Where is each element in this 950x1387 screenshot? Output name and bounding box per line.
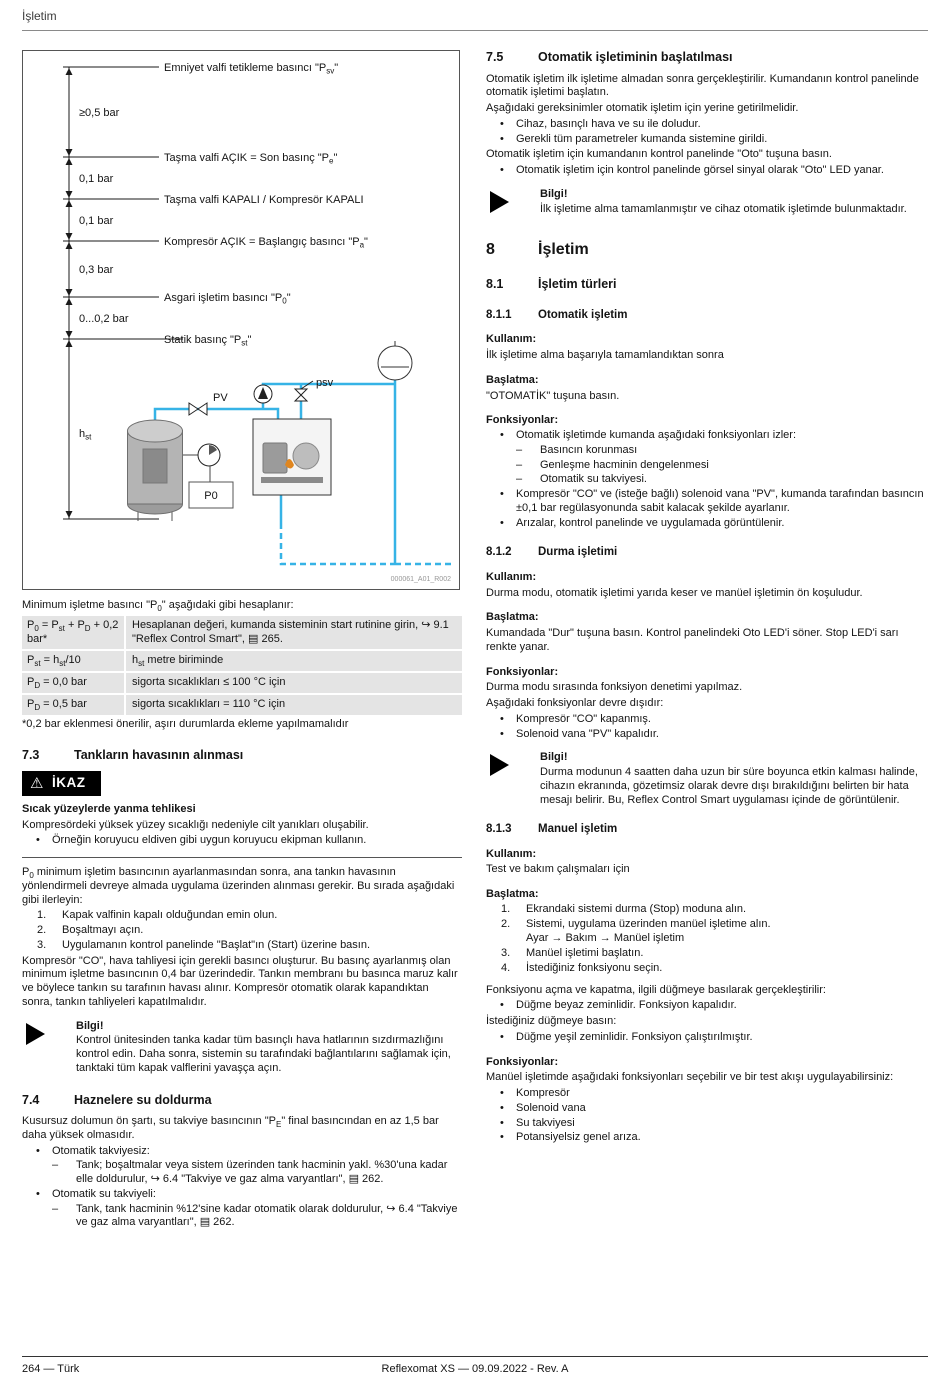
table-row — [22, 695, 462, 715]
bullet-item — [486, 164, 932, 178]
footer-document-info: Reflexomat XS — 09.09.2022 - Rev. A — [381, 1363, 569, 1375]
expansion-tank — [128, 420, 183, 521]
section-8-heading — [486, 240, 932, 260]
numbered-item — [486, 903, 932, 917]
section-title: Manuel işletim — [538, 823, 618, 836]
bullet-item — [486, 728, 932, 742]
table-cell-formula: $P_{st} = h_{st}/10$ — [22, 651, 124, 671]
info-note-text: İlk işletime alma tamamlanmıştır ve cihaz otomatik işletimde bulunmaktadır. — [540, 202, 907, 215]
section-number: 8.1.2 — [486, 546, 512, 559]
info-note-text: Kontrol ünitesinden tanka kadar tüm basınçlı hava hatlarının sızdırmazlığını kontrol edin. Daha sonra, sistemin su tarafındaki bağlantılarını sağlamak için, tanktaki tüm kapak valflerini yavaşça açın. — [76, 1034, 451, 1074]
right-column — [486, 44, 932, 1146]
dash-item — [22, 1159, 462, 1187]
dash-text: Genleşme hacminin dengelenmesi — [540, 458, 709, 471]
bullet-item — [486, 429, 932, 443]
section-title: İşletim türleri — [538, 277, 617, 292]
bullet-item — [486, 1102, 932, 1116]
pressure-diagram — [22, 50, 460, 590]
subheading-baslatma: Başlatma: — [486, 888, 539, 901]
warning-triangle-icon: ⚠ — [30, 774, 44, 792]
table-row — [22, 651, 462, 671]
dash-text: Basıncın korunması — [540, 443, 638, 456]
section-title: Durma işletimi — [538, 546, 618, 559]
info-note-text: Durma modunun 4 saatten daha uzun bir süre boyunca etkin kalması halinde, cihazın ekranında, gözetimsiz olarak devre dışı bırakıldığını belirten bir hata mesajı belirir. Bu, Reflex Control Smart uygulaması içinde de görüntülenir. — [540, 766, 918, 806]
dash-text: Tank; boşaltmalar veya sistem üzerinden tank hacminin yakl. %30'una kadar elle doldurulur, ↪ 6.4 "Takviye ve gaz alma varyantları", ▤ 262. — [76, 1159, 448, 1186]
page-header-title: İşletim — [22, 9, 57, 23]
section-7-5-heading — [486, 50, 932, 66]
diagram-label-pe: Taşma valfi AÇIK = Son basınç "$P_e$" — [164, 152, 338, 166]
step-number: 4. — [501, 961, 511, 974]
step-text: İstediğiniz fonksiyonu seçin. — [526, 961, 663, 974]
table-cell-description: Hesaplanan değeri, kumanda sisteminin start rutinine girin, ↪ 9.1 "Reflex Control Smart", ▤ 265. — [126, 616, 462, 650]
paragraph: Aşağıdaki gereksinimler otomatik işletim için yerine getirilmelidir. — [486, 102, 799, 115]
paragraph: Kusursuz dolumun ön şartı, su takviye basıncının "$P_E$" final basıncından en az 1,5 bar daha yüksek olmasıdır. — [22, 1115, 439, 1141]
bullet-text: Örneğin koruyucu eldiven gibi uygun koruyucu ekipman kullanın. — [52, 834, 367, 847]
dash-item — [486, 473, 932, 487]
step-text: Manüel işletimi başlatın. — [526, 947, 644, 960]
pv-valve-label: PV — [213, 392, 228, 404]
bullet-marker: • — [500, 132, 504, 145]
diagram-label-pa: Kompresör AÇIK = Başlangıç basıncı "$P_a$" — [164, 236, 368, 250]
paragraph: İlk işletime alma başarıyla tamamlandıktan sonra — [486, 349, 724, 362]
section-title: Haznelere su doldurma — [74, 1092, 212, 1107]
table-row — [22, 616, 462, 650]
section-title: Otomatik işletim — [538, 309, 628, 321]
section-number: 7.3 — [22, 748, 40, 763]
bullet-marker: • — [36, 1144, 40, 1157]
step-text: Kapak valfinin kapalı olduğundan emin olun. — [62, 909, 278, 922]
subheading-baslatma: Başlatma: — [486, 373, 539, 386]
paragraph: "OTOMATİK" tuşuna basın. — [486, 389, 620, 402]
bullet-text: Arızalar, kontrol panelinde ve uygulamada görüntülenir. — [516, 516, 785, 529]
bullet-item — [486, 517, 932, 531]
footer-page-number: 264 — Türk — [22, 1363, 80, 1375]
bullet-item — [22, 1188, 462, 1202]
bullet-item — [486, 133, 932, 147]
footer-divider — [22, 1356, 928, 1357]
hst-label: $h_{st}$ — [79, 428, 92, 442]
bullet-marker: • — [500, 164, 504, 177]
bullet-item — [486, 1031, 932, 1045]
section-number: 8 — [486, 241, 495, 259]
info-triangle-icon — [22, 1020, 76, 1076]
subheading-kullanim: Kullanım: — [486, 333, 537, 346]
bullet-text: Solenoid vana "PV" kapalıdır. — [516, 727, 659, 740]
bullet-text: Düğme beyaz zeminlidir. Fonksiyon kapalıdır. — [516, 999, 737, 1012]
info-note-title: Bilgi! — [540, 751, 568, 764]
step-number: 1. — [501, 902, 511, 915]
table-cell-description: sigorta sıcaklıkları = 110 °C için — [126, 695, 462, 715]
caution-text: Kompresördeki yüksek yüzey sıcaklığı nedeniyle cilt yanıkları oluşabilir. — [22, 818, 369, 831]
bullet-marker: • — [500, 727, 504, 740]
subheading-kullanim: Kullanım: — [486, 570, 537, 583]
table-cell-formula: $P_0 = P_{st} + P_D + 0,2$ bar* — [22, 616, 124, 650]
section-title: İşletim — [538, 241, 589, 259]
control-unit — [253, 419, 331, 495]
diagram-label-psv: Emniyet valfi tetikleme basıncı "$P_{sv}$" — [164, 62, 339, 76]
table-cell-formula: $P_D = 0,0$ bar — [22, 673, 124, 693]
caution-signal-box — [22, 771, 101, 796]
numbered-item — [486, 918, 932, 932]
section-8-1-1-heading — [486, 308, 932, 322]
info-note-title: Bilgi! — [76, 1019, 104, 1032]
info-note-body — [76, 1020, 462, 1076]
info-note — [486, 751, 932, 807]
psv-valve-label: psv — [316, 377, 334, 389]
paragraph: Kumandada "Dur" tuşuna basın. Kontrol panelindeki Oto LED'i söner. Stop LED'i sarı renkte yanar. — [486, 627, 899, 653]
paragraph: Kompresör "CO", hava tahliyesi için gerekli basıncı oluşturur. Bu basınç ayarlanmış olan minimum işletme basıncının 0,4 bar üzerindedir. Tankın membranı bu basınca maruz kalır ve böylece tankın su tarafının havası alınır. Kompresör otomatik olarak kapandıktan sonra, tankın tahliyeleri kapatılmalıdır. — [22, 954, 458, 1008]
pv-valve — [189, 392, 228, 415]
dash-text: Tank, tank hacminin %12'sine kadar otomatik olarak doldurulur, ↪ 6.4 "Takviye ve gaz alma varyantları", ▤ 262. — [76, 1202, 458, 1229]
bullet-text: Potansiyelsiz genel arıza. — [516, 1131, 641, 1144]
dash-item — [22, 1203, 462, 1231]
bullet-item — [22, 1145, 462, 1159]
paragraph: Test ve bakım çalışmaları için — [486, 863, 630, 876]
caution-section — [22, 771, 462, 858]
table-cell-formula: $P_D = 0,5$ bar — [22, 695, 124, 715]
drawing-number: 000061_A01_R002 — [390, 576, 451, 583]
bullet-text: Otomatik işletimde kumanda aşağıdaki fonksiyonları izler: — [516, 429, 797, 442]
bullet-marker: • — [500, 1131, 504, 1144]
bullet-marker: • — [36, 1187, 40, 1200]
paragraph: Durma modu sırasında fonksiyon denetimi yapılmaz. — [486, 681, 743, 694]
bullet-item — [486, 118, 932, 132]
section-8-1-2-heading — [486, 545, 932, 559]
bullet-marker: • — [500, 117, 504, 130]
info-note-body — [540, 751, 932, 807]
dash-marker: – — [516, 443, 523, 456]
bullet-text: Gerekli tüm parametreler kumanda sistemine girildi. — [516, 132, 768, 145]
dash-marker: – — [52, 1159, 59, 1172]
diagram-label-overflow-closed: Taşma valfi KAPALI / Kompresör KAPALI — [164, 194, 364, 206]
numbered-item — [22, 924, 462, 938]
step-number: 3. — [37, 938, 47, 951]
bullet-item — [486, 1087, 932, 1101]
expansion-vessel — [378, 341, 412, 380]
section-number: 7.4 — [22, 1092, 40, 1107]
psv-safety-valve — [295, 377, 334, 401]
paragraph: Otomatik işletim ilk işletime almadan sonra gerçekleştirilir. Kumandanın kontrol panelinde otomatik işletimi başlatın. — [486, 72, 919, 99]
bullet-marker: • — [36, 834, 40, 847]
info-note-body — [540, 188, 932, 217]
bullet-text: Kompresör "CO" ve (isteğe bağlı) solenoid vana "PV", kumanda tarafından basıncın ±0,1 bar regülasyonunda sabit kalacak şekilde ayarlanır. — [516, 488, 924, 514]
table-row — [22, 673, 462, 693]
subheading-fonksiyonlar: Fonksiyonlar: — [486, 665, 559, 678]
bullet-item — [486, 999, 932, 1013]
bullet-item — [22, 834, 462, 848]
subheading-baslatma: Başlatma: — [486, 611, 539, 624]
info-note — [22, 1020, 462, 1076]
dash-marker: – — [516, 458, 523, 471]
pressure-calc-table — [22, 616, 462, 715]
pump — [254, 385, 272, 403]
section-8-1-3-heading — [486, 822, 932, 836]
bullet-text: Otomatik su takviyeli: — [52, 1187, 156, 1200]
paragraph: İstediğiniz düğmeye basın: — [486, 1015, 617, 1028]
bullet-item — [486, 1131, 932, 1145]
dash-marker: – — [516, 473, 523, 486]
step-text: Uygulamanın kontrol panelinde "Başlat"ın (Start) üzerine basın. — [62, 938, 371, 951]
section-number: 7.5 — [486, 50, 504, 64]
bullet-marker: • — [500, 712, 504, 725]
section-title: Tankların havasının alınması — [74, 748, 244, 763]
subheading-fonksiyonlar: Fonksiyonlar: — [486, 414, 559, 427]
bullet-marker: • — [500, 429, 504, 442]
bullet-text: Su takviyesi — [516, 1116, 575, 1129]
menu-path: Ayar → Bakım → Manüel işletim — [526, 932, 685, 945]
numbered-item — [22, 909, 462, 923]
bullet-text: Otomatik takviyesiz: — [52, 1144, 150, 1157]
pressure-diagram-svg — [23, 51, 459, 589]
bullet-text: Otomatik işletim için kontrol panelinde görsel sinyal olarak "Oto" LED yanar. — [516, 164, 884, 177]
section-8-1-heading — [486, 277, 932, 293]
numbered-item — [486, 962, 932, 976]
gap-label-4: 0...0,2 bar — [79, 313, 129, 325]
section-number: 8.1 — [486, 277, 504, 292]
info-triangle-icon — [486, 188, 540, 217]
step-text: Sistemi, uygulama üzerinden manüel işletime alın. — [526, 917, 771, 930]
bullet-marker: • — [500, 1116, 504, 1129]
caution-signal-word: İKAZ — [51, 774, 86, 790]
caution-title: Sıcak yüzeylerde yanma tehlikesi — [22, 802, 196, 815]
numbered-item — [486, 947, 932, 961]
step-number: 3. — [501, 947, 511, 960]
bullet-marker: • — [500, 1030, 504, 1043]
bullet-item — [486, 1117, 932, 1131]
gap-label-1: 0,1 bar — [79, 173, 114, 185]
calc-intro: Minimum işletme basıncı "$P_0$" aşağıdaki gibi hesaplanır: — [22, 599, 294, 614]
section-7-4-heading — [22, 1093, 462, 1109]
step-text: Ekrandaki sistemi durma (Stop) moduna alın. — [526, 902, 747, 915]
dash-marker: – — [52, 1202, 59, 1215]
bullet-marker: • — [500, 516, 504, 529]
p0-box — [189, 482, 233, 508]
table-cell-description: $h_{st}$ metre biriminde — [126, 651, 462, 671]
paragraph: Durma modu, otomatik işletimi yarıda keser ve manüel işletimin ön koşuludur. — [486, 586, 863, 599]
gap-label-2: 0,1 bar — [79, 215, 114, 227]
header-divider — [22, 30, 928, 31]
section-title: Otomatik işletiminin başlatılması — [538, 50, 733, 64]
bullet-marker: • — [500, 1087, 504, 1100]
info-note — [486, 188, 932, 217]
subheading-kullanim: Kullanım: — [486, 847, 537, 860]
gap-label-3: 0,3 bar — [79, 264, 114, 276]
paragraph: Otomatik işletim için kumandanın kontrol panelinde "Oto" tuşuna basın. — [486, 148, 832, 161]
paragraph: $P_0$ minimum işletim basıncının ayarlanmasından sonra, ana tankın havasının yönlendirmeli devreye almada uygulama üzerinden alınması gerekir. Bu sırada aşağıdaki gibi ilerleyin: — [22, 866, 455, 906]
step-number: 2. — [37, 924, 47, 936]
page-header — [22, 9, 57, 24]
step-number: 2. — [501, 917, 511, 930]
step-number: 1. — [37, 909, 47, 922]
subheading-fonksiyonlar: Fonksiyonlar: — [486, 1055, 559, 1068]
bullet-item — [486, 488, 932, 516]
dash-text: Otomatik su takviyesi. — [540, 473, 647, 486]
paragraph: Manüel işletimde aşağıdaki fonksiyonları seçebilir ve bir test akışı uygulayabilirsiniz: — [486, 1071, 894, 1084]
bullet-text: Cihaz, basınçlı hava ve su ile doludur. — [516, 117, 701, 130]
pressure-gauge — [183, 444, 220, 482]
left-column — [22, 50, 462, 1231]
bullet-text: Kompresör "CO" kapanmış. — [516, 712, 651, 725]
section-number: 8.1.1 — [486, 309, 512, 321]
bullet-text: Kompresör — [516, 1087, 570, 1100]
paragraph: Aşağıdaki fonksiyonlar devre dışıdır: — [486, 697, 664, 709]
info-note-title: Bilgi! — [540, 187, 568, 200]
dash-item — [486, 444, 932, 458]
bullet-marker: • — [500, 1101, 504, 1114]
section-number: 8.1.3 — [486, 823, 512, 836]
bullet-item — [486, 713, 932, 727]
table-footnote: *0,2 bar eklenmesi önerilir, aşırı durumlarda ekleme yapılmamalıdır — [22, 717, 349, 730]
table-cell-description: sigorta sıcaklıkları ≤ 100 °C için — [126, 673, 462, 693]
info-triangle-icon — [486, 751, 540, 807]
section-7-3-heading — [22, 748, 462, 764]
step-text: Boşaltmayı açın. — [62, 924, 144, 936]
bullet-text: Solenoid vana — [516, 1101, 586, 1114]
paragraph: Fonksiyonu açma ve kapatma, ilgili düğmeye basılarak gerçekleştirilir: — [486, 983, 826, 996]
bullet-text: Düğme yeşil zeminlidir. Fonksiyon çalıştırılmıştır. — [516, 1030, 753, 1043]
bullet-marker: • — [500, 488, 504, 501]
bullet-marker: • — [500, 999, 504, 1012]
gap-label-0: ≥0,5 bar — [79, 107, 120, 119]
p0-box-label: P0 — [204, 490, 218, 502]
numbered-item — [22, 939, 462, 953]
diagram-label-p0: Asgari işletim basıncı "$P_0$" — [164, 292, 291, 306]
dash-item — [486, 459, 932, 473]
diagram-label-pst: Statik basınç "$P_{st}$" — [164, 334, 252, 348]
